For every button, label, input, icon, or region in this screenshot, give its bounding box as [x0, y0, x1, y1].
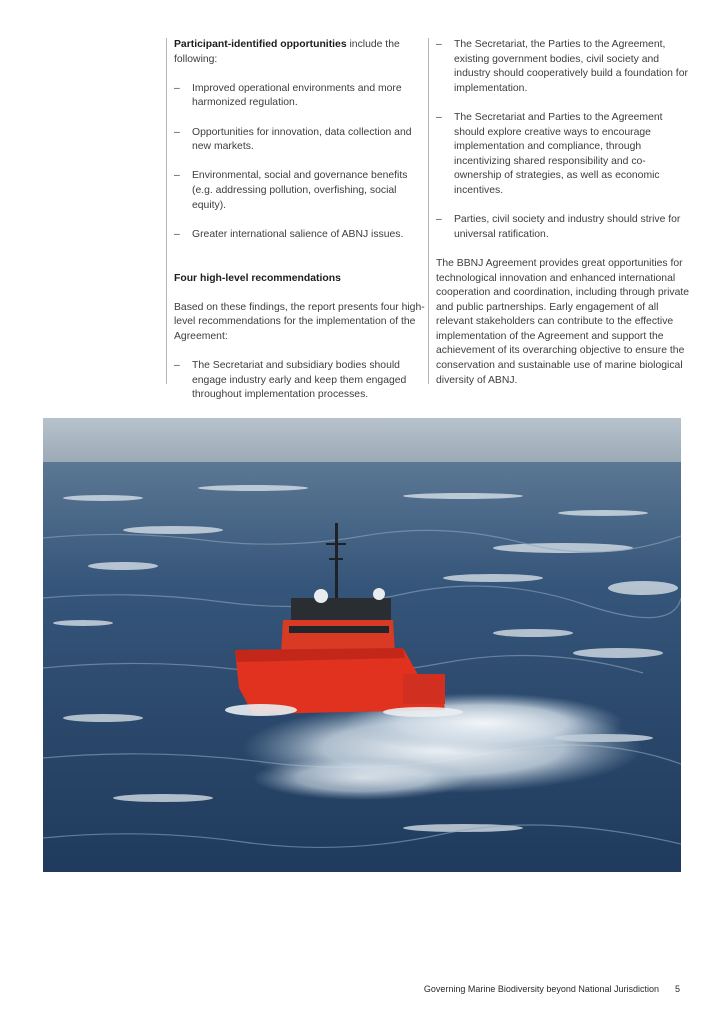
opportunities-intro-rest: include the following:: [174, 39, 400, 65]
opportunity-text: Environmental, social and governance benefits (e.g. addressing pollution, overfishing, social equity).: [192, 170, 408, 211]
list-item: [174, 82, 429, 111]
recommendation-text: The Secretariat, the Parties to the Agreement, existing government bodies, civil society and industry should cooperatively build a foundation for implementation.: [454, 39, 688, 94]
page-number: 5: [674, 984, 680, 994]
bullet-dash: –: [436, 214, 442, 226]
page-footer: [424, 984, 680, 994]
recommendation-text: The Secretariat and Parties to the Agreement should explore creative ways to encourage implementation and compliance, through incentivizing shared responsibility and co-ownership of strategies, as well as economic incentives.: [454, 111, 663, 196]
bullet-dash: –: [174, 126, 180, 138]
left-column: [166, 38, 429, 401]
opportunity-text: Greater international salience of ABNJ issues.: [192, 228, 404, 240]
recommendation-text: The Secretariat and subsidiary bodies should engage industry early and keep them engaged throughout implementation processes.: [192, 360, 407, 401]
list-item: [174, 169, 429, 213]
recommendations-heading: Four high-level recommendations: [174, 272, 341, 284]
recommendations-intro: Based on these findings, the report presents four high-level recommendations for the implementation of the Agreement:: [174, 301, 425, 342]
bullet-dash: –: [174, 170, 180, 182]
opportunity-text: Opportunities for innovation, data collection and new markets.: [192, 126, 412, 153]
list-item: [174, 126, 429, 155]
bullet-dash: –: [174, 82, 180, 94]
opportunity-text: Improved operational environments and more harmonized regulation.: [192, 82, 402, 109]
ship-in-rough-sea-photo: [43, 418, 681, 872]
list-item: [436, 111, 690, 199]
list-item: [436, 213, 690, 242]
bullet-dash: –: [436, 111, 442, 123]
footer-title: Governing Marine Biodiversity beyond National Jurisdiction: [423, 984, 659, 994]
list-item: [436, 38, 690, 96]
bullet-dash: –: [436, 39, 442, 50]
closing-paragraph: The BBNJ Agreement provides great opportunities for technological innovation and enhanced international cooperation and coordination, including through private and public partnerships. Early engagement of all relevant stakeholders can contribute to the effective implementation of the Agreement and support the achievement of its overarching objective to ensure the conservation and sustainable use of marine biological diversity of ABNJ.: [436, 257, 690, 386]
list-item: [174, 228, 429, 243]
list-item: [174, 359, 429, 403]
bullet-dash: –: [174, 360, 180, 372]
right-column: [428, 38, 690, 384]
recommendation-text: Parties, civil society and industry should strive for universal ratification.: [454, 214, 681, 240]
opportunities-intro: [174, 38, 429, 67]
opportunities-intro-bold: Participant-identified opportunities: [174, 39, 347, 50]
bullet-dash: –: [174, 228, 180, 240]
